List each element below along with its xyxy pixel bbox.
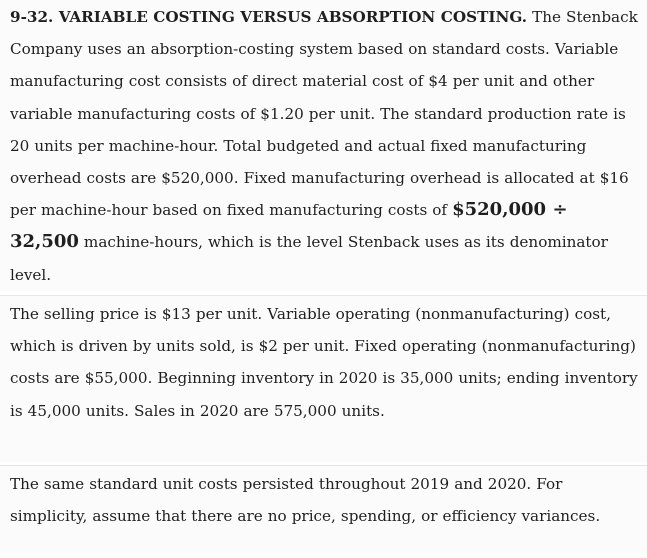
bottom-fade bbox=[0, 551, 647, 557]
problem-intro-end: machine-hours, which is the level Stenback uses as its denominator level. bbox=[10, 233, 608, 284]
problem-title: 9-32. VARIABLE COSTING VERSUS ABSORPTION COSTING. bbox=[10, 8, 528, 26]
problem-paragraph-2: The selling price is $13 per unit. Variable operating (nonmanufacturing) cost, which is driven by units sold, is $2 per unit. Fixed operating (nonmanufacturing) costs are $55,000. Beginning inventory in 2020 is 35,000 units; ending inventory is 45,000 units. Sales in 2020 are 575,000 units. bbox=[10, 305, 638, 420]
problem-paragraph-1 bbox=[10, 1, 640, 291]
problem-paragraph-3: The same standard unit costs persisted throughout 2019 and 2020. For simplicity, assume that there are no price, spending, or efficiency variances. bbox=[10, 475, 601, 526]
problem-intro-text: The Stenback Company uses an absorption-costing system based on standard costs. Variable manufacturing cost consists of direct material cost of $4 per unit and other variable manufacturing costs of $1.20 per unit. The standard production rate is 20 units per machine-hour. Total budgeted and actual fixed manufacturing overhead costs are $520,000. Fixed manufacturing overhead is allocated at $16 per machine-hour based on fixed manufacturing costs of bbox=[10, 8, 638, 220]
allocation-formula: $520,000 ÷ 32,500 bbox=[10, 199, 568, 253]
